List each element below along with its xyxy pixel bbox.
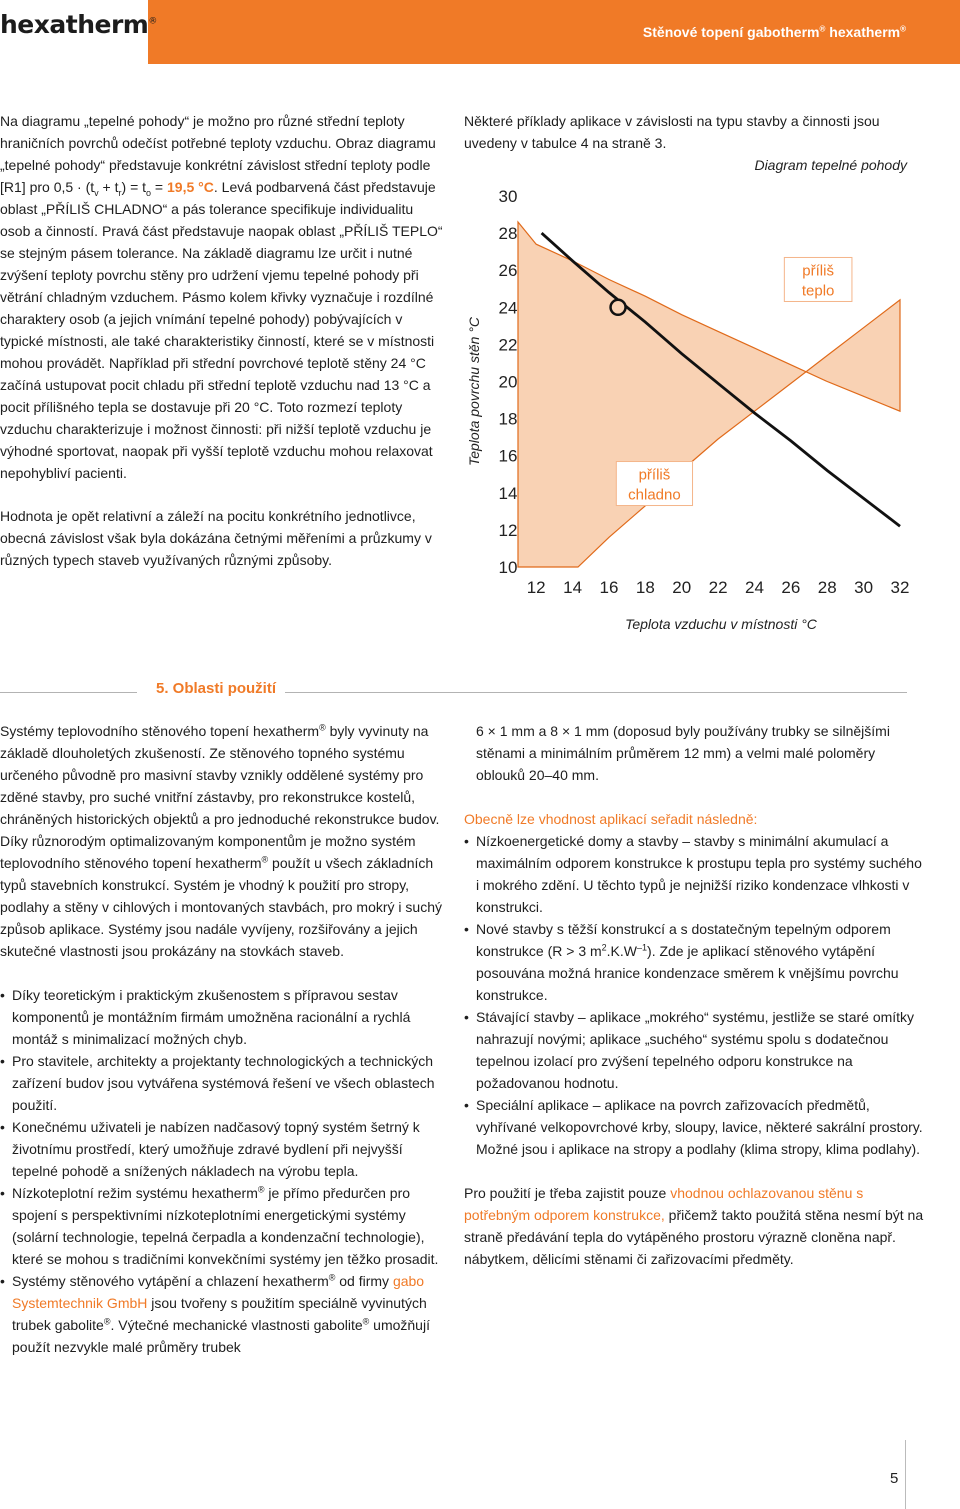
list-item: • Systémy stěnového vytápění a chlazení hexatherm® od firmy gabo Systemtechnik GmbH jsou tvořeny s použitím speciálně vyvinutých trubek gabolite®. Výtečné mechanické vlastnosti gabolite® umožňují použít nezvykle malé průměry trubek bbox=[0, 1270, 446, 1358]
hexatherm-logo: hexatherm® bbox=[0, 10, 157, 39]
left-bottom-column bbox=[0, 720, 446, 1358]
gabo-link[interactable]: gabo Systemtechnik GmbH bbox=[12, 1273, 425, 1311]
y-tick-label: 22 bbox=[498, 335, 518, 355]
temperature-highlight: 19,5 °C bbox=[167, 179, 214, 195]
y-tick-label: 18 bbox=[498, 409, 518, 429]
list-item: • Nové stavby s těžší konstrukcí a s dostatečným tepelným odporem konstrukce (R > 3 $m^2.K.W^{-1}$). Zde je aplikací stěnového vytápění posouvána možná hranice kondenzace směrem k vnějšímu povrchu konstrukce. bbox=[464, 918, 924, 1006]
x-axis-ticks bbox=[527, 578, 910, 597]
y-tick-label: 28 bbox=[498, 224, 518, 244]
x-axis-label: Teplota vzduchu v místnosti °C bbox=[625, 616, 817, 632]
x-tick-label: 16 bbox=[599, 578, 619, 597]
left-top-column bbox=[0, 110, 446, 592]
comfort-diagram-paragraph: Na diagramu „tepelné pohody“ je možno pro různé střední teploty hraničních povrchů odečíst potřebné teploty vzduchu. Obraz diagramu „tepelné pohody“ představuje konkrétní závislost střední teploty podle [R1] pro $0,5 \cdot (t_v + t_r) = t_o = 19,5$ °C. Levá podbarvená část představuje oblast „PŘÍLIŠ CHLADNO“ a pás tolerance specifikuje individualitu osob a činností. Pravá část představuje naopak oblast „PŘÍLIŠ TEPLO“ se stejným pásem tolerance. Na základě diagramu lze určit i nutné zvýšení teploty povrchu stěny pro udržení vjemu tepelné pohody při větrání chladným vzduchem. Pásmo kolem křivky vyznačuje i rozdílné charaktery osob (a jejich vnímání tepelné pohody) pobývajících v typické místnosti, ale také charakteristiky činností, které se v místnosti mohou provádět. Například při střední povrchové teplotě stěny 24 °C začíná ustupovat pocit chladu při střední teplotě vzduchu nad 13 °C a pocit přílišného tepla se dostavuje při 20 °C. Toto rozmezí teploty vzduchu charakterizuje i možnost činnosti: při nižší teplotě vzduchu je výhodné sportovat, naopak při vyšší teplotě vzduchu mohou relaxovat nepohybliví pacienti. bbox=[0, 113, 443, 481]
page-header bbox=[0, 0, 960, 64]
x-tick-label: 22 bbox=[708, 578, 728, 597]
list-item: • Pro stavitele, architekty a projektanty technologických a technických zařízení budov jsou vytvářena systémová řešení ve všech oblastech použití. bbox=[0, 1050, 446, 1116]
examples-intro: Některé příklady aplikace v závislosti na typu stavby a činnosti jsou uvedeny v tabulce 4 na straně 3. bbox=[464, 113, 880, 151]
y-tick-label: 26 bbox=[498, 261, 518, 281]
x-tick-label: 28 bbox=[817, 578, 837, 597]
annotation-text: příliš bbox=[802, 262, 834, 280]
benefits-list bbox=[0, 984, 446, 1358]
annotation-text: příliš bbox=[638, 466, 671, 484]
y-tick-label: 30 bbox=[498, 187, 518, 206]
footer-divider bbox=[905, 1440, 906, 1509]
suitability-list bbox=[464, 830, 924, 1160]
relative-value-paragraph: Hodnota je opět relativní a záleží na pocitu konkrétního jednotlivce, obecná závislost však byla dokázána četnými měřeními a průzkumy v různých typech staveb využívaných různými způsoby. bbox=[0, 508, 432, 568]
list-item: • Speciální aplikace – aplikace na povrch zařizovacích předmětů, vyhřívané velkopovrchové krby, sloupy, lavice, některé sakrální prostory. Možné jsou i aplikace na stropy a podlahy (klima stropy, klima podlahy). bbox=[464, 1094, 924, 1160]
page-number: 5 bbox=[890, 1470, 899, 1487]
x-tick-label: 18 bbox=[635, 578, 655, 597]
y-tick-label: 12 bbox=[498, 520, 518, 540]
y-tick-label: 24 bbox=[498, 298, 518, 318]
y-tick-label: 14 bbox=[498, 483, 518, 503]
list-item: • Konečnému uživateli je nabízen nadčasový topný systém šetrný k životnímu prostředí, který umožňuje zdravé bydlení při nejvyšší tepelné pohodě a snížených nákladech na výrobu tepla. bbox=[0, 1116, 446, 1182]
y-axis-ticks bbox=[499, 187, 518, 577]
annotation-label bbox=[616, 462, 692, 506]
x-tick-label: 14 bbox=[563, 578, 583, 597]
x-tick-label: 26 bbox=[781, 578, 801, 597]
section-title: 5. Oblasti použití bbox=[156, 680, 277, 697]
annotation-text: chladno bbox=[628, 486, 681, 504]
list-item: • Stávající stavby – aplikace „mokrého“ systému, jestliže se staré omítky nahrazují novými; aplikace „suchého“ systému spolu s dodatečnou tepelnou izolací pro zvýšení tepelného odporu konstrukce na požadovanou hodnotu. bbox=[464, 1006, 924, 1094]
x-tick-label: 24 bbox=[745, 578, 764, 597]
continuation-paragraph: 6 × 1 mm a 8 × 1 mm (doposud byly používány trubky se silnějšími stěnami a minimálním průměrem 12 mm) a velmi malé poloměry oblouků 20–40 mm. bbox=[476, 723, 890, 783]
y-axis-label: Teplota povrchu stěn °C bbox=[466, 316, 482, 467]
wall-requirement-highlight: vhodnou ochlazovanou stěnu s potřebným odporem konstrukce, bbox=[464, 1185, 864, 1223]
right-bottom-column bbox=[464, 720, 924, 1270]
x-tick-label: 32 bbox=[890, 578, 910, 597]
annotation-text: teplo bbox=[801, 282, 835, 300]
y-tick-label: 10 bbox=[498, 558, 518, 577]
header-title: Stěnové topení gabotherm® hexatherm® bbox=[642, 24, 906, 40]
suitability-heading: Obecně lze vhodnost aplikací seřadit následně: bbox=[464, 811, 758, 827]
y-tick-label: 20 bbox=[498, 372, 518, 392]
systems-paragraph: Systémy teplovodního stěnového topení hexatherm® byly vyvinuty na základě dlouholetých zkušeností. Ze stěnového topného systému určeného původně pro masivní stavby vznikly oddělené systémy pro zděné stavby, pro suché vnitřní zástavby, pro rekonstrukce kostelů, chráněných historických objektů a pro jednoduché rekonstrukce budov. Díky různorodým optimalizovaným komponentům je možno systém teplovodního stěnového topení hexatherm® použít u všech základních typů stavebních konstrukcí. Systém je vhodný k použití pro stropy, podlahy a stěny v cihlových i montovaných stavbách, pro mokrý i suchý způsob aplikace. Systémy jsou nadále vyvíjeny, rozšiřovány a jejich skutečné vlastnosti jsou prokázány na stovkách staveb. bbox=[0, 722, 442, 959]
x-tick-label: 20 bbox=[672, 578, 692, 597]
chart-title: Diagram tepelné pohody bbox=[754, 157, 907, 173]
right-top-column bbox=[464, 110, 924, 154]
usage-paragraph: Pro použití je třeba zajistit pouze vhodnou ochlazovanou stěnu s potřebným odporem konstrukce, přičemž takto použitá stěna nesmí být na straně předávání tepla do vytápěného prostoru výrazně cloněna např. nábytkem, dělicími stěnami či zařizovacími předměty. bbox=[464, 1185, 924, 1267]
comfort-diagram-chart bbox=[460, 150, 920, 640]
y-tick-label: 16 bbox=[498, 446, 518, 466]
x-tick-label: 12 bbox=[526, 578, 546, 597]
section-divider-left bbox=[0, 692, 137, 693]
list-item: • Díky teoretickým i praktickým zkušenostem s přípravou sestav komponentů je montážním firmám umožněna racionální a rychlá montáž s minimalizací možných chyb. bbox=[0, 984, 446, 1050]
section-divider-right bbox=[285, 692, 907, 693]
x-tick-label: 30 bbox=[854, 578, 874, 597]
list-item: • Nízkoenergetické domy a stavby – stavby s minimální akumulací a maximálním odporem konstrukce k prostupu tepla pro systémy suchého i mokrého zdění. U těchto typů je nejnižší riziko kondenzace vlhkosti v konstrukci. bbox=[464, 830, 924, 918]
annotation-label bbox=[784, 257, 852, 301]
list-item: • Nízkoteplotní režim systému hexatherm® je přímo předurčen pro spojení s perspektivními nízkoteplotními energetickými systémy (solární technologie, tepelná čerpadla a kondenzační technologie), které se mohou s tradičními konvekčními systémy jen těžko prosadit. bbox=[0, 1182, 446, 1270]
marked-point bbox=[611, 300, 626, 315]
